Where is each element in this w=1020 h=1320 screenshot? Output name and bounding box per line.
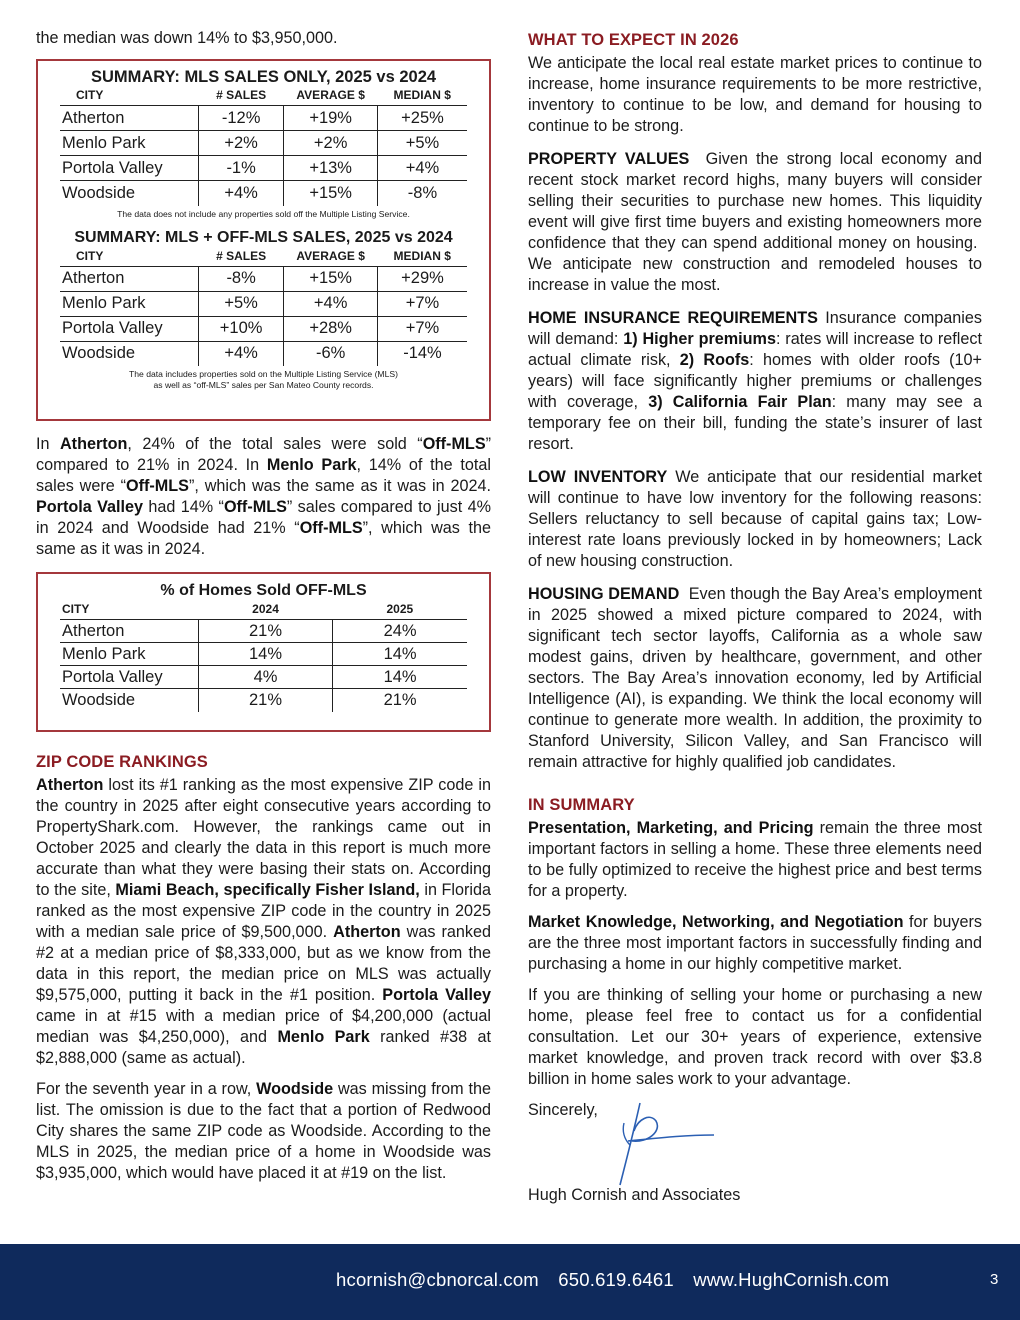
value-cell: +15% [284,181,378,206]
value-cell: +4% [377,156,467,181]
signature-block [528,1121,982,1191]
table-row [60,689,467,712]
col-header-median: MEDIAN $ [377,248,467,267]
table-row [60,620,467,643]
value-cell: +4% [198,341,283,366]
city-cell: Menlo Park [60,643,198,666]
value-cell: +29% [377,266,467,291]
summary-table-box [36,59,491,421]
demand-paragraph: HOUSING DEMAND Even though the Bay Area’s employment in 2025 showed a mixed picture compared to 2024, with significant tech sector layoffs, California as a whole saw modest gains, driven by healthcare, government, and other sectors. The Bay Area’s innovation economy, led by Artificial Intelligence (AI), is expanding. We think the local economy will continue to generate more wealth. In addition, the proximity to Stanford University, Silicon Valley, and San Francisco will remain attractive for highly qualified job candidates. [528,585,982,771]
col-header-average: AVERAGE $ [284,248,378,267]
value-cell: 21% [198,620,332,643]
table-row [60,156,467,181]
summary-paragraph-3: If you are thinking of selling your home or purchasing a new home, please feel free to contact us for a confidential consultation. Let our 30+ years of experience, extensive market knowledge, and proven track record with over $3.8 billion in home sales work to your advantage. [528,986,982,1088]
col-header-median: MEDIAN $ [377,87,467,106]
zip-paragraph-2: For the seventh year in a row, Woodside was missing from the list. The omission is due to the fact that a portion of Redwood City shares the same ZIP code as Woodside. According to the MLS in 2025, the median price of a home in Woodside was $3,935,000, which would have placed it at #19 on the list. [36,1080,491,1182]
col-header-sales: # SALES [198,87,283,106]
insurance-paragraph: HOME INSURANCE REQUIREMENTS Insurance companies will demand: 1) Higher premiums: rates will increase to reflect actual climate risk, 2) Roofs: homes with older roofs (10+ years) will face significantly higher premiums or challenges with coverage, 3) California Fair Plan: many may see a temporary fee on their bill, funding the state’s insurer of last resort. [528,309,983,453]
footer-phone[interactable]: 650.619.6461 [558,1269,674,1290]
table-row [60,106,467,131]
table-row [60,291,467,316]
value-cell: +4% [284,291,378,316]
value-cell: -6% [284,341,378,366]
city-cell: Portola Valley [60,316,198,341]
value-cell: 21% [198,689,332,712]
value-cell: +4% [198,181,283,206]
value-cell: 4% [198,666,332,689]
summary-mls-note: The data does not include any properties sold off the Multiple Listing Service. [117,208,410,219]
value-cell: 14% [333,666,467,689]
expect-paragraph: We anticipate the local real estate market prices to continue to increase, home insurance requirements to be more restrictive, inventory to continue to be low, and demand for housing to continue to be strong. [528,54,982,135]
city-cell: Atherton [62,621,125,640]
value-cell: -12% [198,106,283,131]
city-cell: Woodside [60,181,198,206]
table-row [60,181,467,206]
value-cell: 14% [333,643,467,666]
city-cell: Menlo Park [60,291,198,316]
summary-offmls-note-1: The data includes properties sold on the Multiple Listing Service (MLS) [129,369,398,379]
city-cell: Woodside [60,689,198,712]
value-cell: +5% [198,291,283,316]
footer-website-link[interactable]: www.HughCornish.com [693,1269,890,1290]
col-header-2025: 2025 [333,601,467,620]
value-cell: -14% [377,341,467,366]
value-cell: -1% [198,156,283,181]
summary-mls-title: SUMMARY: MLS SALES ONLY, 2025 vs 2024 [90,68,437,86]
col-header-sales: # SALES [198,248,283,267]
property-values-paragraph: PROPERTY VALUES Given the strong local economy and recent stock market record highs, many buyers will consider selling their securities to purchase new homes. This liquidity event will give first time buyers and existing homeowners more confidence that they can spend additional money on housing. We anticipate new construction and remodeled houses to increase in value the most. [528,150,982,294]
signature-image [610,1101,730,1191]
value-cell: +2% [198,131,283,156]
col-header-average: AVERAGE $ [284,87,378,106]
col-header-city: CITY [60,248,198,267]
city-cell: Atherton [62,108,125,127]
table-row [60,643,467,666]
value-cell: +28% [284,316,378,341]
summary-offmls-table [60,248,467,367]
zip-paragraph-1: Atherton lost its #1 ranking as the most expensive ZIP code in the country in 2025 after eight consecutive years according to PropertyShark.com. However, the rankings came out in October 2025 and clearly the data in this report is much more accurate than what they were basing their stats on. According to the site, Miami Beach, specifically Fisher Island, in Florida ranked as the most expensive ZIP code in the country in 2025 with a median sale price of $9,500,000. Atherton was ranked #2 at a median price of $8,333,000, but as we know from the data in this report, the median price on MLS was actually $9,575,000, putting it back in the #1 position. Portola Valley came in at #15 with a median price of $4,200,000 (actual median was $4,250,000), and Menlo Park ranked #38 at $2,888,000 (same as actual). [36,776,491,1067]
value-cell: 21% [333,689,467,712]
value-cell: 14% [198,643,332,666]
summary-mls-table [60,87,467,206]
value-cell: +5% [377,131,467,156]
zip-rankings-heading: ZIP CODE RANKINGS [36,753,208,771]
offmls-table-title: % of Homes Sold OFF-MLS [160,582,367,599]
col-header-2024: 2024 [198,601,332,620]
value-cell: 24% [333,620,467,643]
summary-heading: IN SUMMARY [528,796,635,814]
left-column [36,28,491,1184]
col-header-city: CITY [60,87,198,106]
table-row [60,131,467,156]
city-cell: Woodside [60,341,198,366]
right-column [528,28,982,1206]
signer-name: Hugh Cornish and Associates [528,1186,741,1204]
table-row [60,266,467,291]
value-cell: +10% [198,316,283,341]
summary-offmls-note-2: as well as “off-MLS” sales per San Mateo County records. [153,380,374,390]
value-cell: +25% [377,106,467,131]
footer-bar [0,1244,1020,1320]
value-cell: -8% [377,181,467,206]
value-cell: -8% [198,266,283,291]
summary-paragraph-1: Presentation, Marketing, and Pricing remain the three most important factors in selling a home. These three elements need to be fully optimized to receive the highest price and best terms for a property. [528,819,982,900]
summary-paragraph-2: Market Knowledge, Networking, and Negotiation for buyers are the three most important factors in successfully finding and purchasing a home in our highly competitive market. [528,913,982,973]
value-cell: +2% [284,131,378,156]
offmls-table [60,601,467,712]
inventory-paragraph: LOW INVENTORY We anticipate that our residential market will continue to have low inventory for the following reasons: Sellers reluctancy to sell because of capital gains tax; Low-interest rate loans previously locked in by homeowners; Lack of new housing construction. [528,468,982,570]
table-row [60,666,467,689]
offmls-table-box [36,572,491,732]
table-row [60,316,467,341]
city-cell: Portola Valley [60,666,198,689]
col-header-city: CITY [60,601,198,620]
offmls-paragraph: In Atherton, 24% of the total sales were sold “Off-MLS” compared to 21% in 2024. In Menlo Park, 14% of the total sales were “Off-MLS”, which was the same as it was in 2024. Portola Valley had 14% “Off-MLS” sales compared to just 4% in 2024 and Woodside had 21% “Off-MLS”, which was the same as it was in 2024. [36,435,492,558]
value-cell: +19% [284,106,378,131]
value-cell: +15% [284,266,378,291]
intro-line: the median was down 14% to $3,950,000. [36,29,338,47]
closing-text: Sincerely, [528,1101,598,1119]
city-cell: Menlo Park [60,131,198,156]
value-cell: +7% [377,316,467,341]
city-cell: Portola Valley [60,156,198,181]
footer-contact [336,1269,903,1291]
footer-email-link[interactable]: hcornish@cbnorcal.com [336,1269,539,1290]
city-cell: Atherton [62,269,125,287]
page-number: 3 [990,1271,999,1288]
table-row [60,341,467,366]
value-cell: +13% [284,156,378,181]
expect-heading: WHAT TO EXPECT IN 2026 [528,31,739,49]
summary-offmls-title: SUMMARY: MLS + OFF-MLS SALES, 2025 vs 2024 [74,228,453,246]
value-cell: +7% [377,291,467,316]
